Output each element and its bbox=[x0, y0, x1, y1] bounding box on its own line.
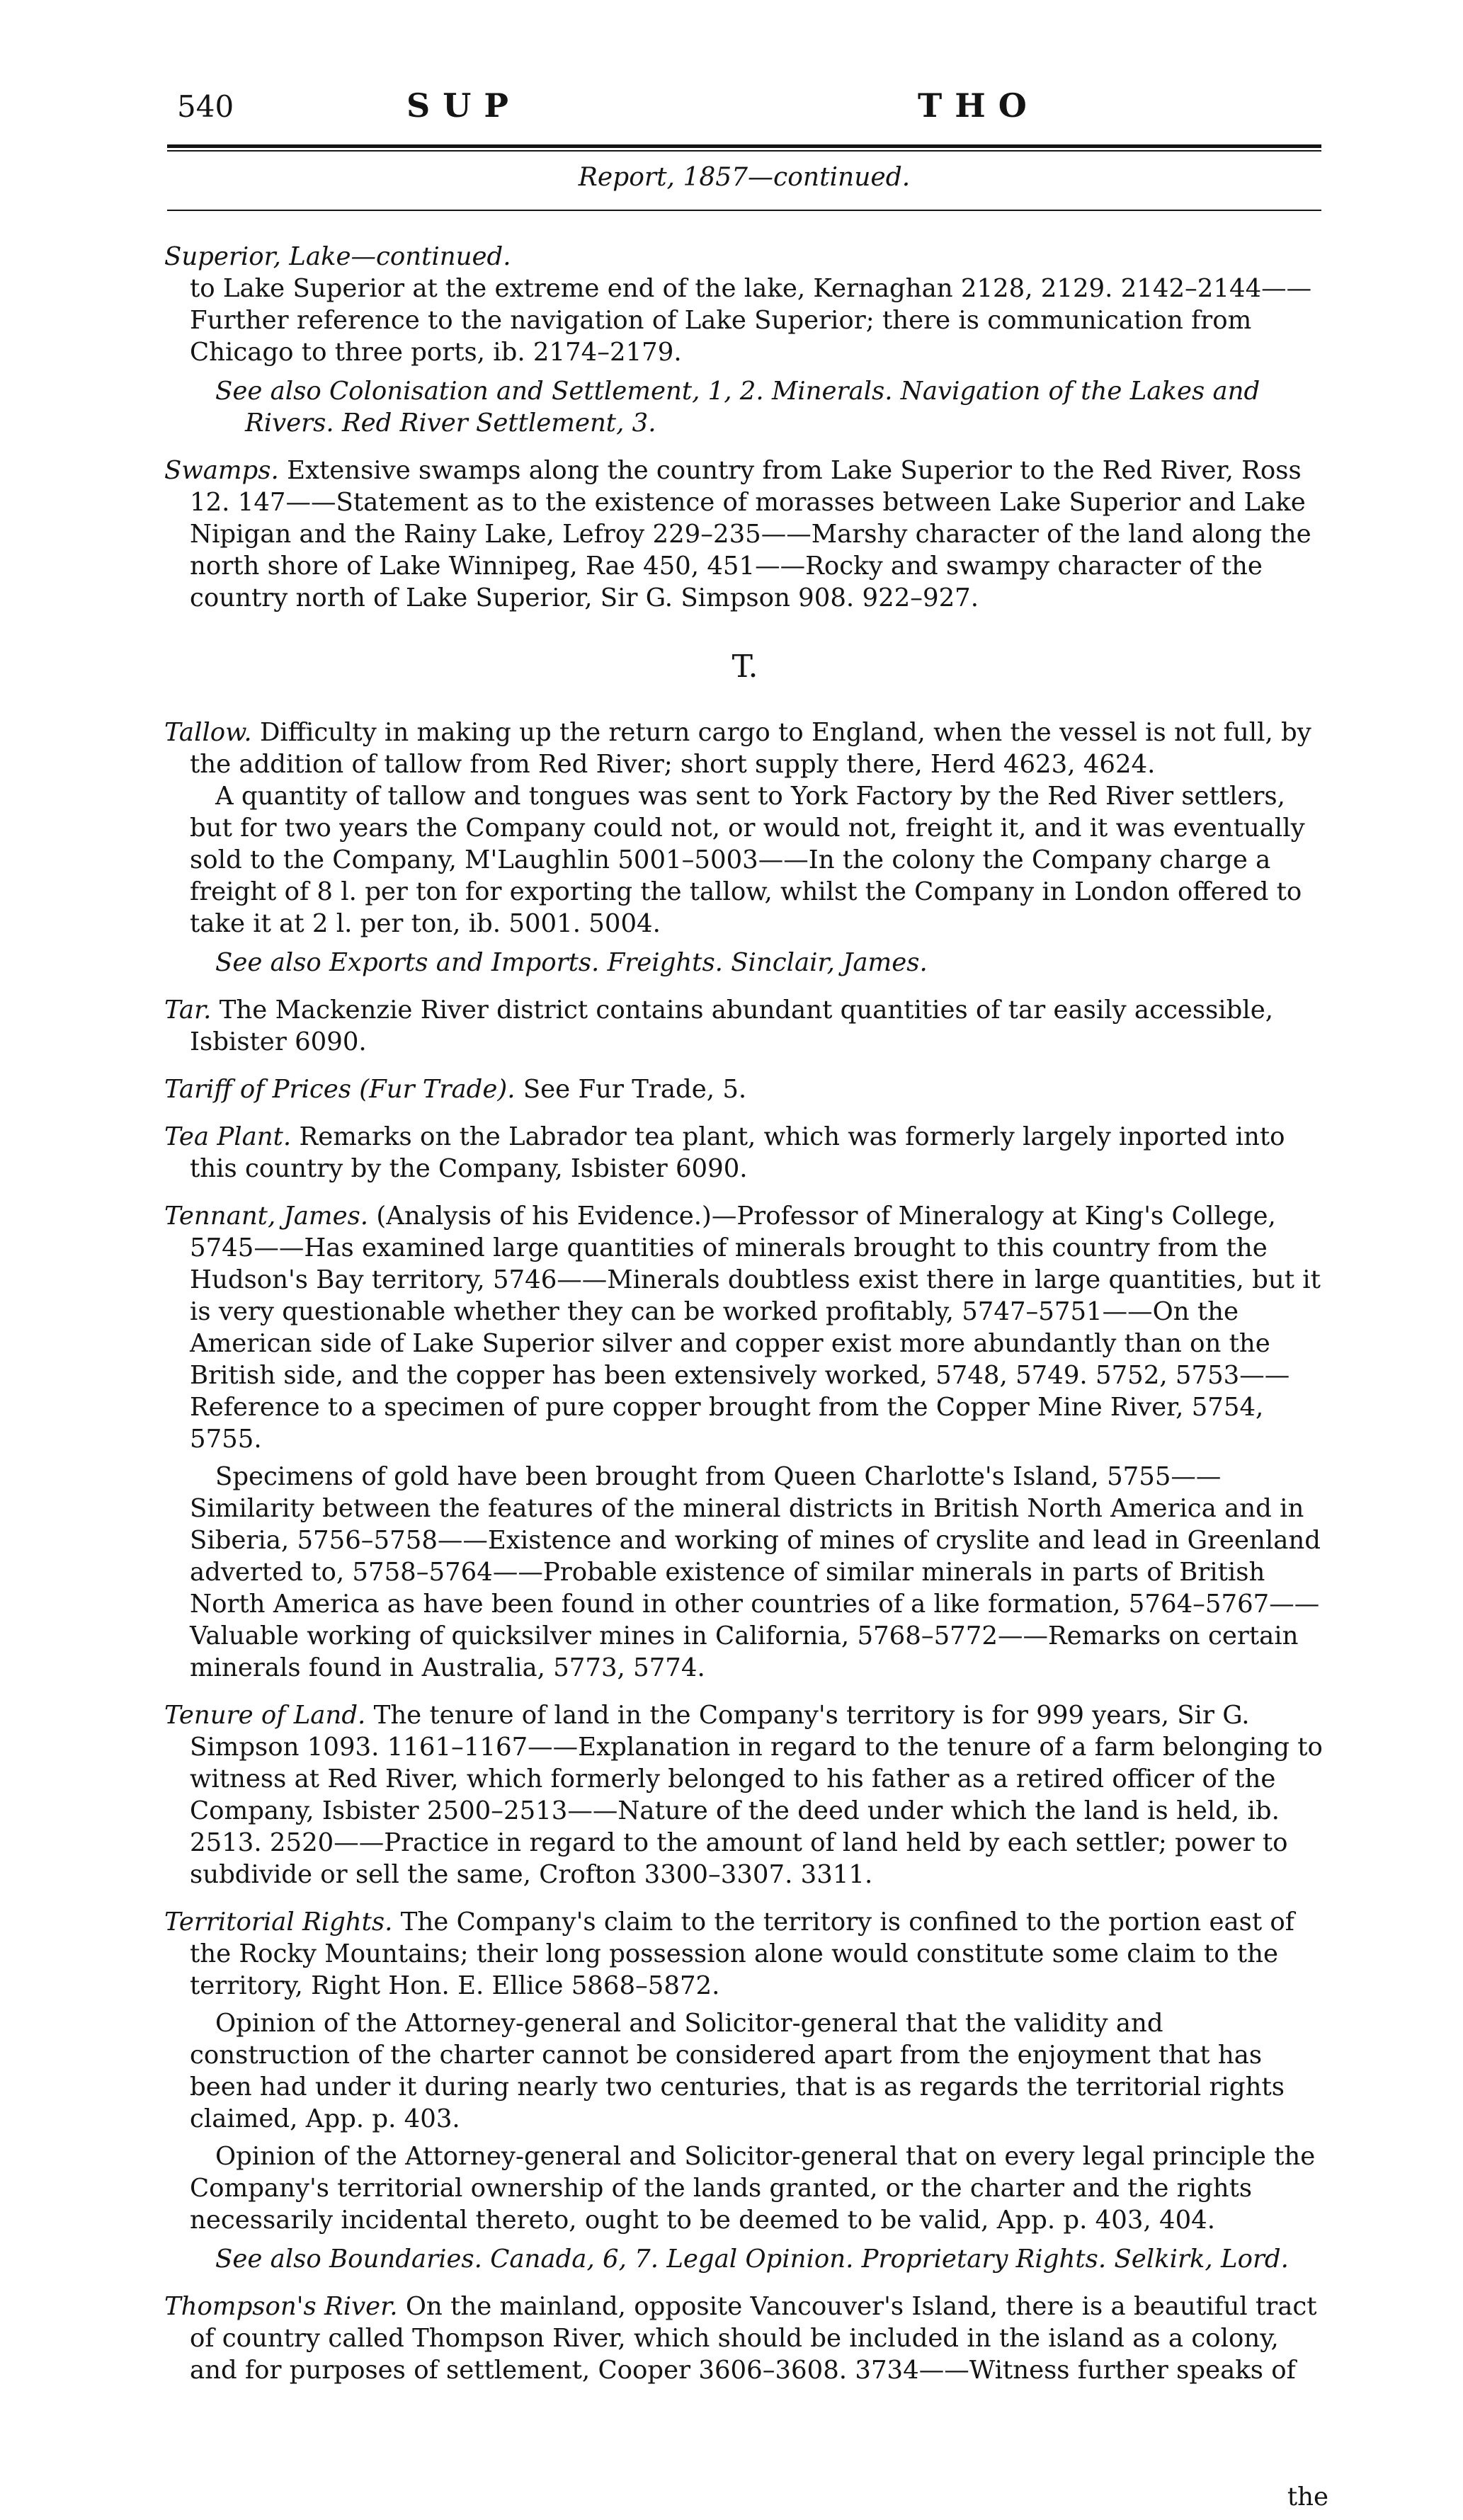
header-rule-thin bbox=[167, 150, 1321, 152]
see-also-superior: See also Colonisation and Settlement, 1, 2. Minerals. Navigation of the Lakes and Rivers. Red River Settlement, 3. bbox=[215, 377, 1260, 438]
entry-paragraph: A quantity of tallow and tongues was sent to York Factory by the Red River settlers, but for two years the Company could not, or would not, freight it, and it was eventually sold to the Company, M'Laughlin 5001–5003——In the colony the Company charge a freight of 8 l. per ton for exporting the tallow, whilst the Company in London offered to take it at 2 l. per ton, ib. 5001. 5004. bbox=[190, 782, 1305, 938]
entry-text: (Analysis of his Evidence.)—Professor of Mineralogy at King's College, 5745——Has examined large quantities of minerals brought to this country from the Hudson's Bay territory, 5746——Minerals doubtless exist there in large quantities, but it is very questionable whether they can be worked profitably, 5747–5751——On the American side of Lake Superior silver and copper exist more abundantly than on the British side, and the copper has been extensively worked, 5748, 5749. 5752, 5753——Reference to a specimen of pure copper brought from the Copper Mine River, 5754, 5755. bbox=[190, 1202, 1321, 1454]
entry-paragraph: Specimens of gold have been brought from Queen Charlotte's Island, 5755——Similarity between the features of the mineral districts in British North America and in Siberia, 5756–5758——Existence and working of mines of cryslite and lead in Greenland adverted to, 5758–5764——Probable existence of similar minerals in parts of British North America as have been found in other countries of a like formation, 5764–5767——Valuable working of quicksilver mines in California, 5768–5772——Remarks on certain minerals found in Australia, 5773, 5774. bbox=[190, 1462, 1321, 1682]
entry-superior-lake bbox=[164, 241, 1326, 368]
subheading-rule bbox=[167, 210, 1321, 211]
entry-heading: Swamps. bbox=[164, 456, 279, 485]
entry-text: On the mainland, opposite Vancouver's Island, there is a beautiful tract of country called Thompson River, which should be included in the island as a colony, and for purposes of settlement, Cooper 3606–3608. 3734——Witness further speaks of bbox=[190, 2292, 1317, 2385]
entry-text: The Company's claim to the territory is confined to the portion east of the Rocky Mountains; their long possession alone would constitute some claim to the territory, Right Hon. E. Ellice 5868–5872. bbox=[190, 1908, 1294, 2000]
entry-heading: Tea Plant. bbox=[164, 1122, 292, 1151]
entry-paragraph: Opinion of the Attorney-general and Solicitor-general that on every legal principle the Company's territorial ownership of the lands granted, or the charter and the rights necessarily incidental thereto, ought to be deemed to be valid, App. p. 403, 404. bbox=[190, 2142, 1316, 2235]
entry-heading: Thompson's River. bbox=[164, 2292, 398, 2321]
page-number: 540 bbox=[177, 89, 234, 124]
catchword: the bbox=[1287, 2482, 1328, 2512]
entry-heading: Tariff of Prices (Fur Trade). bbox=[164, 1075, 516, 1104]
entry-heading: Territorial Rights. bbox=[164, 1908, 393, 1937]
header-left-word: SUP bbox=[406, 86, 521, 125]
entry-text: The tenure of land in the Company's territory is for 999 years, Sir G. Simpson 1093. 1161–1167——Explanation in regard to the tenure of a farm belonging to witness at Red River, which formerly belonged to his father as a retired officer of the Company, Isbister 2500–2513——Nature of the deed under which the land is held, ib. 2513. 2520——Practice in regard to the amount of land held by each settler; power to subdivide or sell the same, Crofton 3300–3307. 3311. bbox=[190, 1701, 1323, 1889]
entry-tar bbox=[164, 994, 1326, 1058]
entry-tennant bbox=[164, 1200, 1326, 1684]
entry-tallow bbox=[164, 717, 1326, 940]
entry-heading: Superior, Lake—continued. bbox=[164, 242, 511, 271]
entry-heading: Tennant, James. bbox=[164, 1202, 369, 1231]
header-right-word: THO bbox=[918, 86, 1040, 125]
see-also-tallow: See also Exports and Imports. Freights. Sinclair, James. bbox=[215, 948, 928, 977]
entry-thompsons-river bbox=[164, 2291, 1326, 2386]
entry-swamps bbox=[164, 455, 1326, 614]
entry-heading: Tenure of Land. bbox=[164, 1701, 366, 1730]
index-content bbox=[164, 241, 1326, 2386]
entry-text: The Mackenzie River district contains abundant quantities of tar easily accessible, Isbister 6090. bbox=[190, 996, 1274, 1056]
entry-heading: Tar. bbox=[164, 996, 212, 1025]
entry-paragraph: Opinion of the Attorney-general and Solicitor-general that the validity and construction of the charter cannot be considered apart from the enjoyment that has been had under it during nearly two centuries, that is as regards the territorial rights claimed, App. p. 403. bbox=[190, 2009, 1285, 2133]
entry-text: to Lake Superior at the extreme end of the lake, Kernaghan 2128, 2129. 2142–2144——Further reference to the navigation of Lake Superior; there is communication from Chicago to three ports, ib. 2174–2179. bbox=[190, 274, 1312, 367]
entry-text: Remarks on the Labrador tea plant, which was formerly largely inported into this country by the Company, Isbister 6090. bbox=[190, 1122, 1285, 1183]
page-header bbox=[167, 84, 1321, 140]
header-rule-thick bbox=[167, 144, 1321, 148]
entry-territorial-rights bbox=[164, 1906, 1326, 2236]
entry-heading: Tallow. bbox=[164, 718, 252, 747]
entry-text: Difficulty in making up the return cargo to England, when the vessel is not full, by the addition of tallow from Red River; short supply there, Herd 4623, 4624. bbox=[190, 718, 1311, 779]
see-also-territorial: See also Boundaries. Canada, 6, 7. Legal Opinion. Proprietary Rights. Selkirk, Lord. bbox=[215, 2245, 1289, 2274]
entry-tariff bbox=[164, 1073, 1326, 1105]
section-letter: T. bbox=[732, 649, 758, 685]
entry-tenure bbox=[164, 1699, 1326, 1891]
entry-tea-plant bbox=[164, 1121, 1326, 1185]
report-subheading: Report, 1857—continued. bbox=[578, 163, 911, 192]
entry-text: See Fur Trade, 5. bbox=[523, 1075, 747, 1104]
entry-text: Extensive swamps along the country from Lake Superior to the Red River, Ross 12. 147——Statement as to the existence of morasses between Lake Superior and Lake Nipigan and the Rainy Lake, Lefroy 229–235——Marshy character of the land along the north shore of Lake Winnipeg, Rae 450, 451——Rocky and swampy character of the country north of Lake Superior, Sir G. Simpson 908. 922–927. bbox=[190, 456, 1311, 612]
